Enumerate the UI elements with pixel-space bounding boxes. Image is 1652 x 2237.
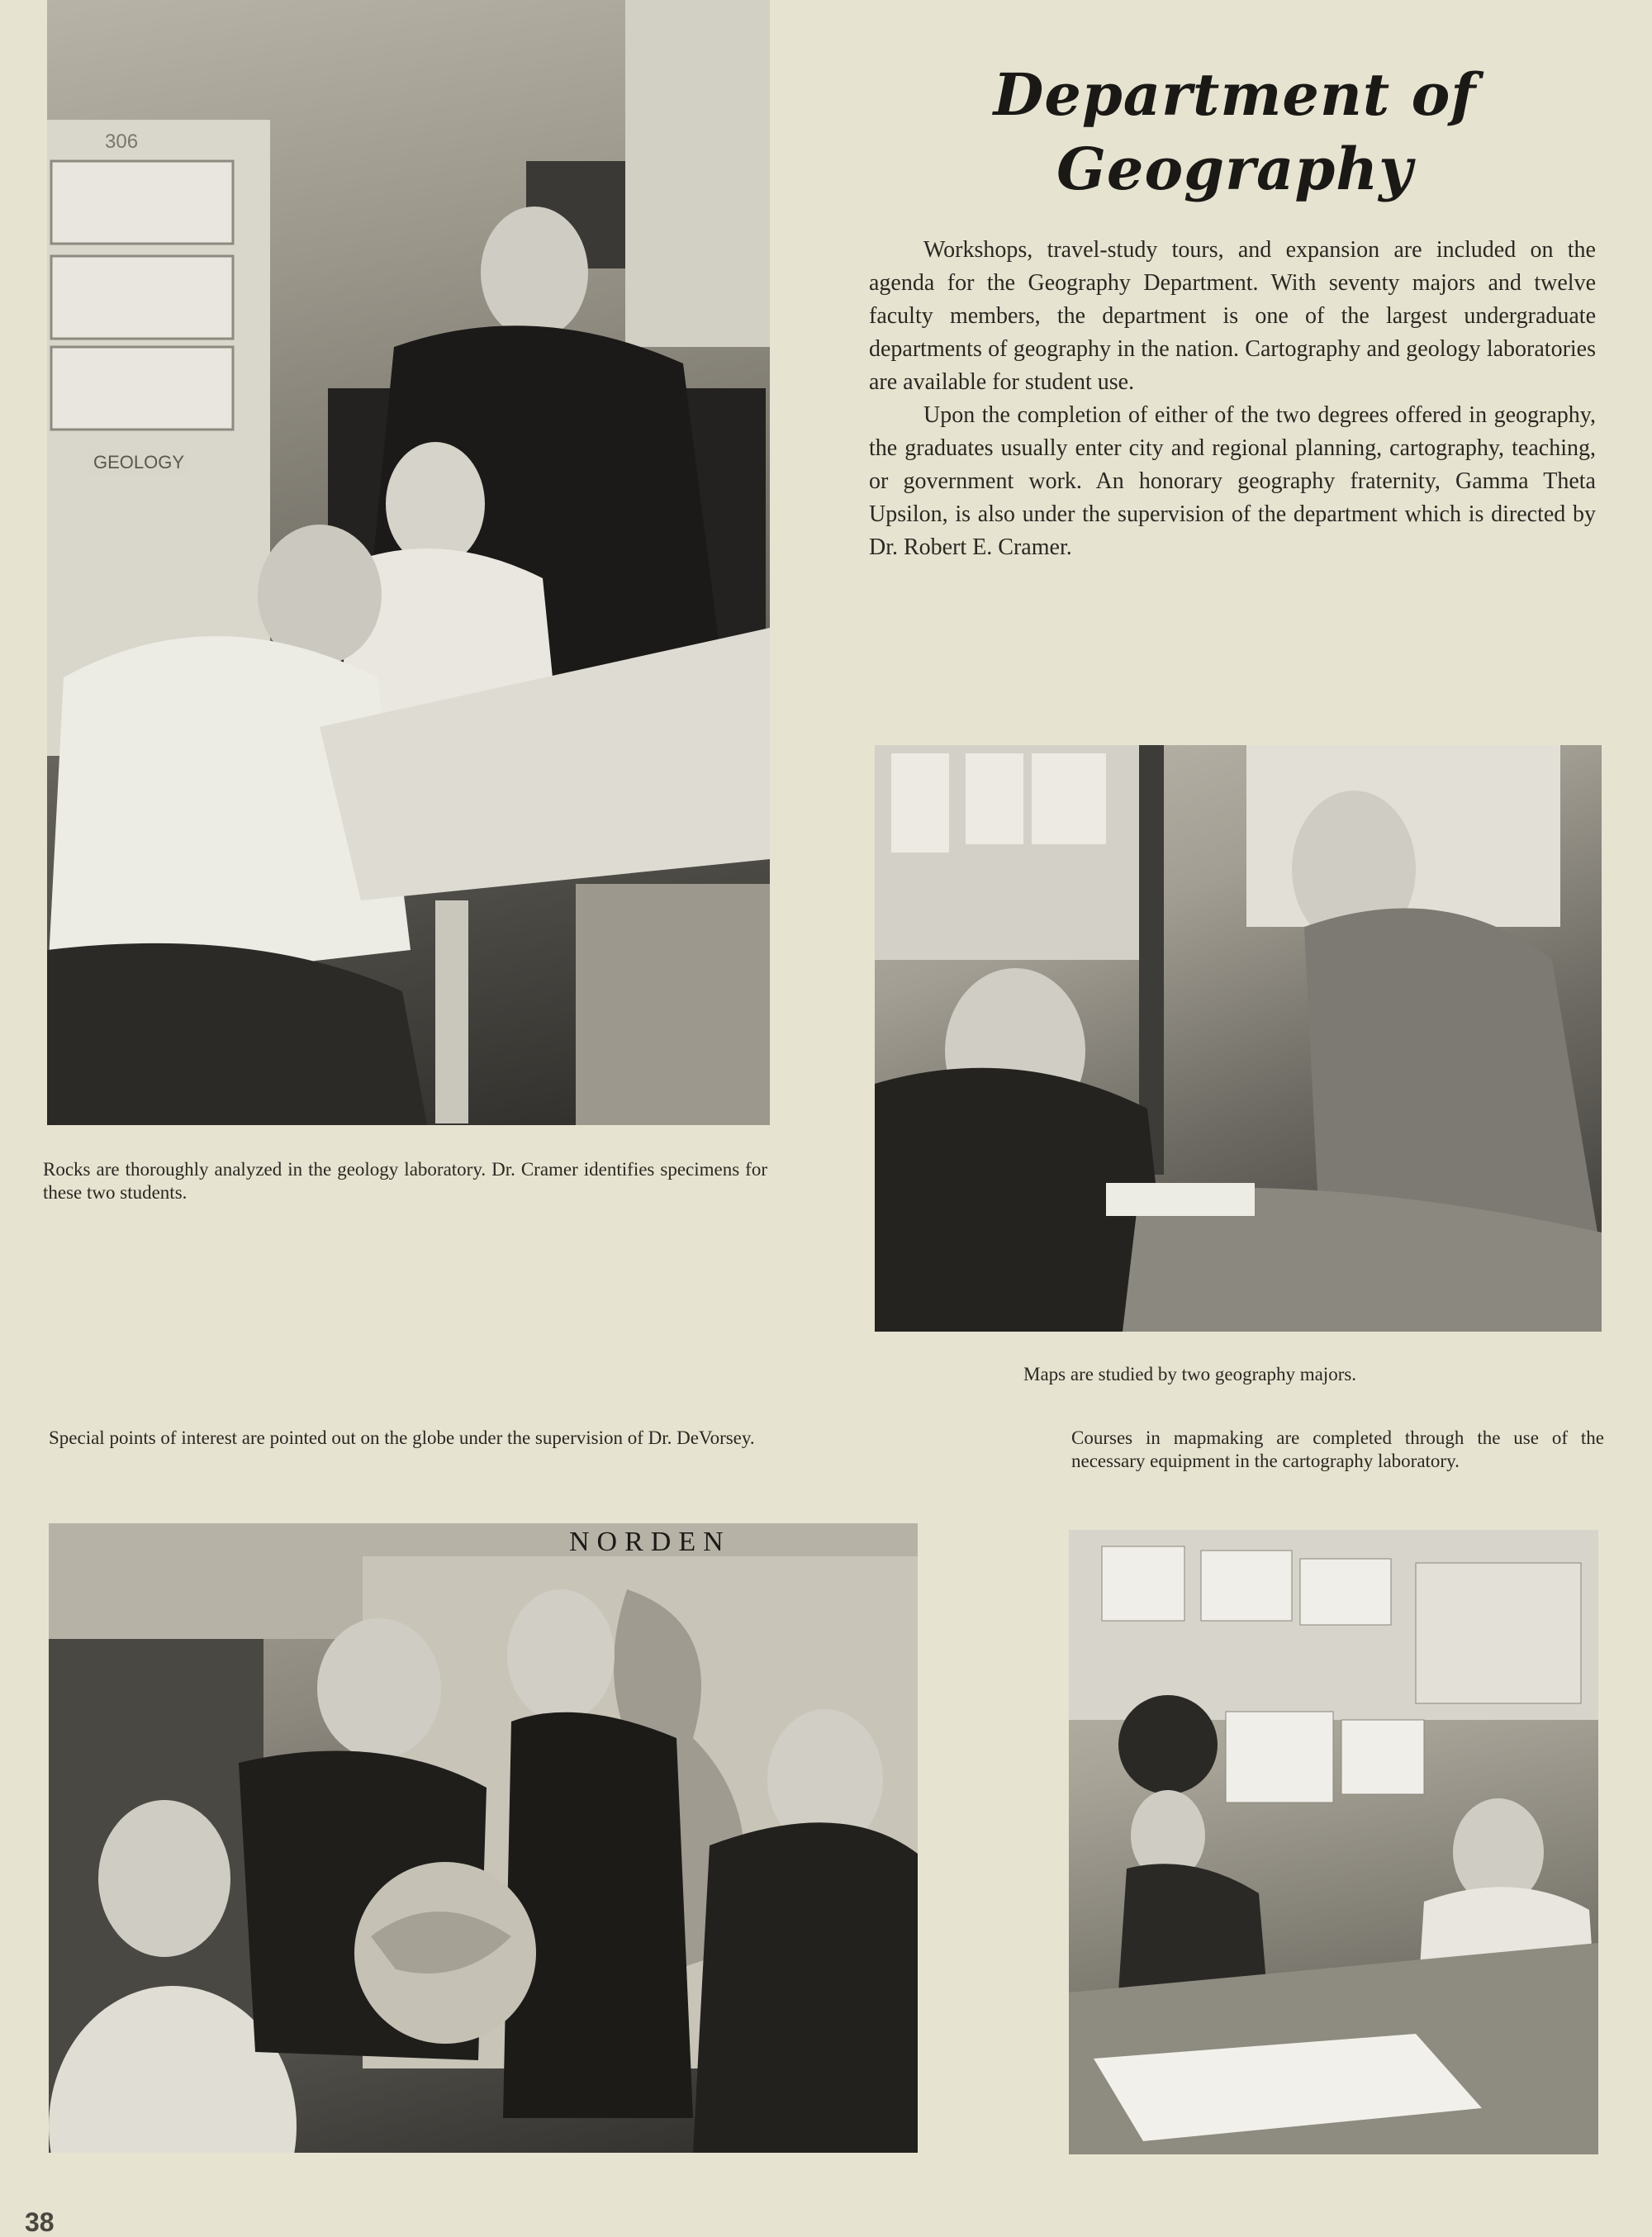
page-title: Department of Geography — [993, 60, 1477, 203]
geology-door-sign: GEOLOGY — [88, 450, 189, 475]
norden-map-label: NORDEN — [569, 1527, 731, 1557]
cartography-lab-caption: Courses in mapmaking are completed through the use of the necessary equipment in the cartography laboratory. — [1071, 1427, 1604, 1471]
globe-illustration — [49, 1523, 918, 2153]
door-number: 306 — [105, 131, 139, 153]
maps-study-caption: Maps are studied by two geography majors. — [1023, 1364, 1357, 1384]
globe-caption: Special points of interest are pointed out on the globe under the supervision of Dr. DeVorsey. — [49, 1427, 755, 1448]
body-paragraph-2: Upon the completion of either of the two degrees offered in geography, the graduates usually enter city and regional planning, cartography, teaching, or government work. An honorary geography fraternity, Gamma Theta Upsilon, is also under the supervision of the department which is directed by Dr. Robert E. Cramer. — [869, 402, 1596, 560]
geology-lab-photo — [47, 0, 770, 1125]
body-paragraph-1: Workshops, travel-study tours, and expansion are included on the agenda for the Geography Department. With seventy majors and twelve faculty members, the department is one of the largest undergraduate departments of geography in the nation. Cartography and geology laboratories are available for student use. — [869, 237, 1596, 395]
maps-study-photo — [875, 745, 1602, 1332]
globe-photo — [49, 1523, 918, 2153]
geology-lab-caption: Rocks are thoroughly analyzed in the geology laboratory. Dr. Cramer identifies specimens for these two students. — [43, 1159, 767, 1203]
cartography-lab-photo — [1069, 1530, 1598, 2154]
maps-study-illustration — [875, 745, 1602, 1332]
page-number: 38 — [25, 2207, 55, 2237]
geology-lab-illustration — [47, 0, 770, 1125]
cartography-lab-illustration — [1069, 1530, 1598, 2154]
article-body — [869, 234, 1596, 564]
